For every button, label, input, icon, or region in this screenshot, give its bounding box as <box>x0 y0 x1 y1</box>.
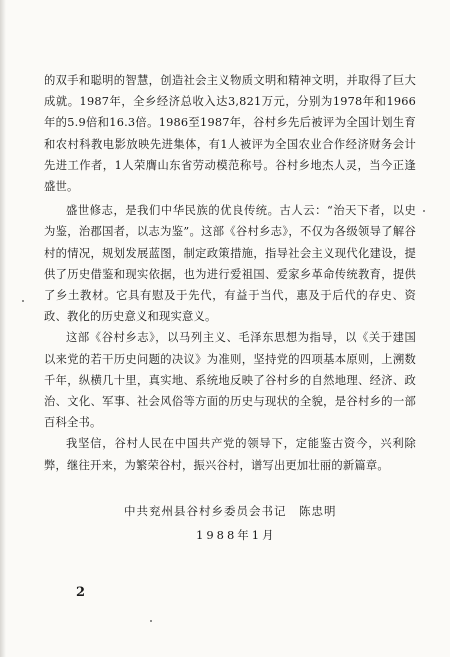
scan-speck <box>22 300 24 302</box>
body-text <box>44 70 416 476</box>
paragraph-guidance: 这部《谷村乡志》，以马列主义、毛泽东思想为指导，以《关于建国以来党的若干历史问题的决议》为准则，坚持党的四项基本原则，上溯数千年，纵横几十里，真实地、系统地反映了谷村乡的自然地理、经济、政治、文化、军事、社会风俗等方面的历史与现状的全貌，是谷村乡的一部百科全书。 <box>44 331 416 430</box>
page-edge-shadow <box>0 0 6 657</box>
scan-speck <box>423 210 425 212</box>
page-number: 2 <box>76 585 86 600</box>
paragraph-tradition: 盛世修志，是我们中华民族的优良传统。古人云：“治天下者，以史为鉴，治郡国者，以志为鉴”。这部《谷村乡志》，不仅为各级领导了解谷村的情况，规划发展蓝图，制定政策措施，指导社会主义现代化建设，提供了历史借鉴和现实依据，也为进行爱祖国、爱家乡革命传统教育，提供了乡土教材。它具有慰及于先代，有益于当代，惠及于后代的存史、资政、教化的历史意义和现实意义。 <box>44 204 416 324</box>
paragraph-belief: 我坚信，谷村人民在中国共产党的领导下，定能鉴古资今，兴利除弊，继往开来，为繁荣谷村，振兴谷村，谱写出更加壮丽的新篇章。 <box>44 437 416 472</box>
signature-date: 1988年1月 <box>196 528 277 542</box>
paragraph-continuation: 的双手和聪明的智慧，创造社会主义物质文明和精神文明，并取得了巨大成就。1987年，全乡经济总收入达3,821万元，分别为1978年和1966年的5.9倍和16.3倍。1986至1987年，谷村乡先后被评为全国计划生育和农村科教电影放映先进集体，有1人被评为全国农业合作经济财务会计先进工作者，1人荣膺山东省劳动模范称号。谷村乡地杰人灵，当今正逢盛世。 <box>44 74 416 194</box>
scan-speck <box>150 620 152 622</box>
signature-line: 中共兖州县谷村乡委员会书记 陈忠明 <box>124 504 337 518</box>
